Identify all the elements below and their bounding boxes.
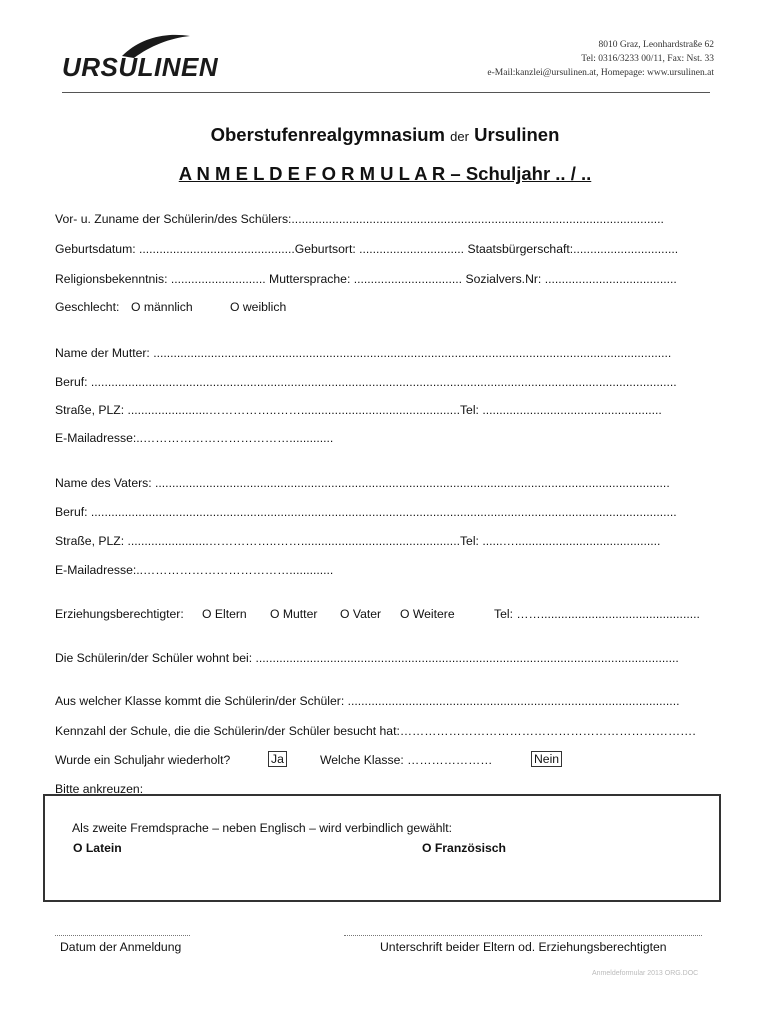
signature-line[interactable] <box>344 935 702 936</box>
logo-text: URSULINEN <box>62 52 219 82</box>
field-school-code[interactable]: Kennzahl der Schule, die die Schülerin/der Schüler besucht hat:………………………………………………………………. <box>55 724 696 738</box>
field-mother-name[interactable]: Name der Mutter: ......................................................................................................................................................... <box>55 346 672 360</box>
option-latin[interactable]: O Latein <box>73 841 122 855</box>
gender-label: Geschlecht: <box>55 300 120 314</box>
field-father-name[interactable]: Name des Vaters: ........................................................................................................................................................ <box>55 476 670 490</box>
field-religion[interactable]: Religionsbekenntnis: ............................ Muttersprache: ................................ Sozialvers.Nr: ....................................... <box>55 272 677 286</box>
field-father-job[interactable]: Beruf: ............................................................................................................................................................................. <box>55 505 677 519</box>
radio-guardian-other[interactable]: O Weitere <box>400 607 455 621</box>
date-line[interactable] <box>55 935 190 936</box>
form-title-text: A N M E L D E F O R M U L A R – Schuljahr .. / .. <box>178 163 592 184</box>
guardian-label: Erziehungsberechtigter: <box>55 607 184 621</box>
option-french[interactable]: O Französisch <box>422 841 506 855</box>
school-title-part1: Oberstufenrealgymnasium <box>210 124 445 145</box>
field-guardian-tel[interactable]: Tel: ……............................................... <box>494 607 700 621</box>
radio-guardian-parents[interactable]: O Eltern <box>202 607 247 621</box>
radio-guardian-mother[interactable]: O Mutter <box>270 607 318 621</box>
field-mother-email[interactable]: E-Mailadresse:..………………………………............. <box>55 431 334 445</box>
language-prompt: Als zweite Fremdsprache – neben Englisch – wird verbindlich gewählt: <box>72 821 453 835</box>
field-mother-job[interactable]: Beruf: ............................................................................................................................................................................. <box>55 375 677 389</box>
repeat-no-checkbox[interactable] <box>531 752 562 766</box>
header-divider <box>62 92 710 93</box>
field-lives-with[interactable]: Die Schülerin/der Schüler wohnt bei: ............................................................................................................................. <box>55 651 679 665</box>
repeat-label: Wurde ein Schuljahr wiederholt? <box>55 753 231 767</box>
school-title-part3: Ursulinen <box>474 124 560 145</box>
repeat-no-label: Nein <box>531 751 562 767</box>
address-line-1: 8010 Graz, Leonhardstraße 62 <box>598 40 714 50</box>
field-father-email[interactable]: E-Mailadresse:..………………………………............. <box>55 563 334 577</box>
field-father-street[interactable]: Straße, PLZ: ........................……………..……...............................................Tel: ......…........................................... <box>55 534 661 548</box>
file-note: Anmeldeformular 2013 ORG.DOC <box>592 970 699 977</box>
field-repeat-class[interactable]: Welche Klasse: ………………… <box>320 753 493 767</box>
field-birth[interactable]: Geburtsdatum: ..............................................Geburtsort: ............................... Staatsbürgerschaft:............................... <box>55 242 679 256</box>
tick-instruction: Bitte ankreuzen: <box>55 782 144 796</box>
radio-male[interactable]: O männlich <box>131 300 193 314</box>
radio-female[interactable]: O weiblich <box>230 300 287 314</box>
signature-label: Unterschrift beider Eltern od. Erziehungsberechtigten <box>380 940 667 954</box>
repeat-yes-checkbox[interactable] <box>268 752 287 766</box>
date-label: Datum der Anmeldung <box>60 940 182 954</box>
school-title <box>0 124 770 146</box>
radio-guardian-father[interactable]: O Vater <box>340 607 382 621</box>
language-selection-box <box>43 794 721 902</box>
address-line-3: e-Mail:kanzlei@ursulinen.at, Homepage: www.ursulinen.at <box>487 68 714 78</box>
field-student-name[interactable]: Vor- u. Zuname der Schülerin/des Schülers:.............................................................................................................. <box>55 212 664 226</box>
field-mother-street[interactable]: Straße, PLZ: ........................……………..……...............................................Tel: ..................................................... <box>55 403 662 417</box>
field-previous-class[interactable]: Aus welcher Klasse kommt die Schülerin/der Schüler: .................................................................................................. <box>55 694 680 708</box>
address-line-2: Tel: 0316/3233 00/11, Fax: Nst. 33 <box>581 54 714 64</box>
form-title <box>0 163 770 185</box>
repeat-yes-label: Ja <box>268 751 287 767</box>
school-title-part2: der <box>450 129 469 144</box>
